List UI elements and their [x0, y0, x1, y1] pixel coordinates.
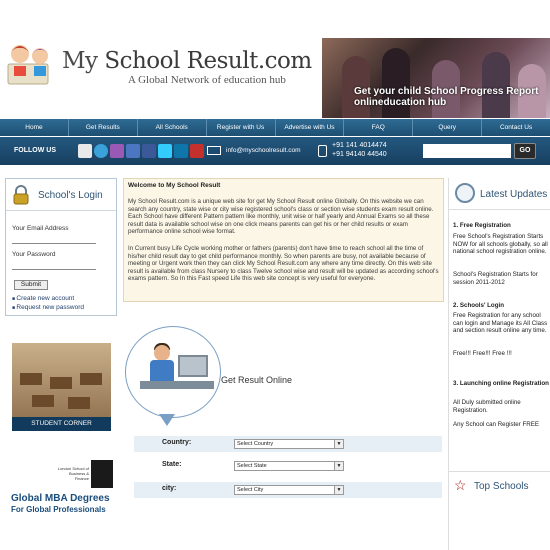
- student-corner-label: STUDENT CORNER: [12, 417, 111, 431]
- update-3-text[interactable]: All Duly submitted online Registration.: [453, 399, 521, 414]
- email-label: Your Email Address: [12, 225, 69, 232]
- classroom-desk: [80, 373, 102, 385]
- blogger-icon[interactable]: [126, 144, 140, 158]
- updates-header: [449, 178, 550, 210]
- speech-bubble: [125, 326, 221, 418]
- person-body: [150, 360, 174, 382]
- welcome-paragraph-2: In Current busy Life Cycle working mother or fathers (parents) don't have time to reach school all the time of his/her child result day to get child performance monthly. So when parents are busy, not available because of meeting or Urgent work then they can click My School Result.com any where any time directly. On this web site result is available from class Nursery to class Twelve school wise and result will be updated as according school's exams pattern. So In this Fast speed Life this web site concept is very useful for everyone.: [128, 244, 439, 283]
- welcome-paragraph-1: My School Result.com is a unique web site for get My School Result online Globally. On this website we can search any country, state wise or city wise registered school's class or section wise students exam result online. Each School have different Pattern pattern like monthly, unit wise or half yearly and Annual Exams so all these result data is available school wise on one click means parents can get his or her child results or exam performance online school wise format.: [128, 198, 434, 236]
- update-3-text-2[interactable]: Any School can Register FREE: [453, 421, 539, 428]
- country-row: [134, 436, 442, 452]
- city-label: city:: [162, 485, 177, 492]
- country-select[interactable]: [234, 439, 344, 449]
- state-select[interactable]: [234, 461, 344, 471]
- classroom-desk: [68, 397, 90, 409]
- update-2-text[interactable]: Free Registration for any school can login and Manage its All Class and section result online any time.: [453, 312, 548, 334]
- chevron-down-icon: ▼: [334, 440, 343, 448]
- get-result-section: [123, 302, 444, 550]
- share-icon[interactable]: [78, 144, 92, 158]
- password-field[interactable]: [12, 262, 96, 270]
- student-corner-banner[interactable]: [12, 343, 111, 431]
- youtube-icon[interactable]: [190, 144, 204, 158]
- logo-text: School Result.com: [104, 48, 312, 74]
- speech-bubble-tail: [159, 414, 175, 426]
- header-banner-image: [322, 38, 550, 118]
- mba-title: Global MBA Degrees: [11, 493, 110, 504]
- classroom-desk: [20, 373, 42, 385]
- site-tagline: A Global Network of education hub: [128, 74, 286, 86]
- person-icon: [154, 345, 170, 361]
- city-row: [134, 482, 442, 498]
- social-icons: [78, 144, 204, 158]
- contact-phones: [332, 141, 387, 159]
- nav-query[interactable]: Query: [413, 119, 482, 136]
- login-title: School's Login: [38, 190, 103, 201]
- nav-get-results[interactable]: Get Results: [69, 119, 138, 136]
- phone-icon: [318, 145, 327, 157]
- banner-text: Get your child School Progress Report onlineducation hub: [354, 86, 539, 108]
- contact-email[interactable]: info@myschoolresult.com: [226, 147, 301, 154]
- twitter-icon[interactable]: [158, 144, 172, 158]
- state-row: [134, 458, 442, 474]
- school-crest-icon: [91, 460, 113, 488]
- facebook-icon[interactable]: [142, 144, 156, 158]
- classroom-desk: [32, 395, 54, 407]
- chevron-down-icon: ▼: [334, 486, 343, 494]
- star-icon: ☆: [454, 477, 467, 493]
- top-schools-title[interactable]: Top Schools: [474, 481, 529, 492]
- update-1-text[interactable]: Free School's Registration Starts NOW for all schools globally, so all national school registration online.: [453, 233, 548, 255]
- mba-advert[interactable]: [9, 460, 117, 550]
- state-label: State:: [162, 461, 182, 468]
- linkedin-icon[interactable]: [174, 144, 188, 158]
- login-header: [6, 179, 116, 211]
- nav-all-schools[interactable]: All Schools: [138, 119, 207, 136]
- get-result-title: Get Result Online: [221, 375, 293, 385]
- update-1-text-2[interactable]: School's Registration Starts for session 2011-2012: [453, 271, 538, 286]
- site-header: [0, 38, 550, 118]
- classroom-desk: [50, 377, 72, 389]
- state-value: Select State: [237, 463, 267, 469]
- mail-icon: [207, 146, 221, 155]
- update-1-heading: 1. Free Registration: [453, 222, 511, 229]
- follow-bar: [0, 137, 550, 165]
- computer-icon: [178, 355, 208, 377]
- clock-icon: [455, 183, 475, 203]
- logo-my: My: [62, 48, 98, 74]
- mba-subtitle: For Global Professionals: [11, 505, 106, 514]
- desk: [140, 381, 214, 389]
- nav-home[interactable]: Home: [0, 119, 69, 136]
- password-label: Your Password: [12, 251, 56, 258]
- phone-1: +91 141 4014474: [332, 142, 387, 149]
- updates-title: Latest Updates: [480, 189, 548, 200]
- chevron-down-icon: ▼: [334, 462, 343, 470]
- city-select[interactable]: [234, 485, 344, 495]
- nav-contact[interactable]: Contact Us: [499, 124, 533, 131]
- create-account-link[interactable]: ■ Create new account: [12, 295, 74, 302]
- country-value: Select Country: [237, 441, 274, 447]
- city-value: Select City: [237, 487, 264, 493]
- update-2-heading: 2. Schools' Login: [453, 302, 504, 309]
- nav-advertise[interactable]: Advertise with Us: [276, 119, 345, 136]
- nav-faq[interactable]: FAQ: [344, 119, 413, 136]
- banner-child: [482, 52, 510, 118]
- school-login-panel: [5, 178, 117, 316]
- search-input[interactable]: [423, 144, 511, 158]
- site-logo[interactable]: [62, 48, 312, 74]
- top-schools-panel: [448, 471, 550, 499]
- mba-school-name: London School of Business & Finance: [57, 466, 89, 481]
- skype-icon[interactable]: [94, 144, 108, 158]
- yahoo-icon[interactable]: [110, 144, 124, 158]
- search-go-button[interactable]: GO: [514, 143, 536, 159]
- country-label: Country:: [162, 439, 192, 446]
- nav-register[interactable]: Register with Us: [207, 119, 276, 136]
- phone-2: +91 94140 44540: [332, 151, 387, 158]
- welcome-title: Welcome to My School Result: [128, 182, 221, 189]
- email-field[interactable]: [12, 236, 96, 244]
- reset-password-link[interactable]: ■ Request new password: [12, 304, 84, 311]
- main-nav: [0, 119, 550, 136]
- login-submit-button[interactable]: Submit: [14, 280, 48, 290]
- update-3-heading: 3. Launching online Registration: [453, 380, 549, 387]
- welcome-panel: [123, 178, 444, 302]
- follow-us-label: FOLLOW US: [14, 147, 56, 154]
- update-2-text-2[interactable]: Free!!! Free!!! Free !!!: [453, 350, 512, 357]
- kids-mascot-icon: [4, 42, 56, 86]
- lock-icon: [11, 185, 31, 205]
